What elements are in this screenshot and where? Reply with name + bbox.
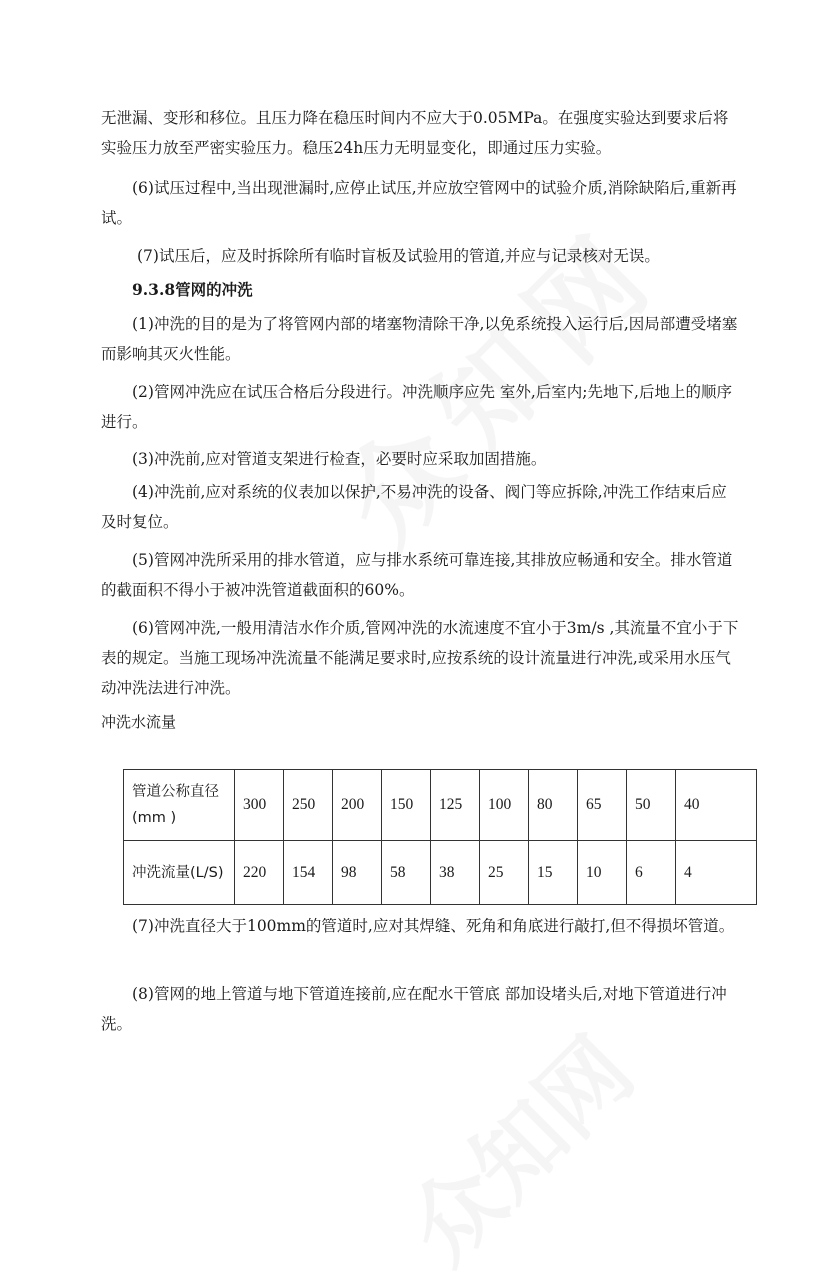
table-cell: 100 [480, 770, 529, 841]
paragraph-item-6-leak: (6)试压过程中,当出现泄漏时,应停止试压,并应放空管网中的试验介质,消除缺陷后,重新再试。 [101, 179, 737, 227]
paragraph-flush-1: (1)冲洗的目的是为了将管网内部的堵塞物清除干净,以免系统投入运行后,因局部遭受堵塞而影响其灭火性能。 [101, 315, 738, 363]
table-cell: 220 [235, 841, 284, 905]
table-cell: 50 [627, 770, 676, 841]
paragraph-flush-8: (8)管网的地上管道与地下管道连接前,应在配水干管底 部加设堵头后,对地下管道进行冲洗。 [101, 985, 727, 1033]
table-header-diameter: 管道公称直径(mm ) [124, 770, 235, 841]
table-cell: 98 [333, 841, 382, 905]
table-cell: 125 [431, 770, 480, 841]
table-cell: 250 [284, 770, 333, 841]
table-cell: 154 [284, 841, 333, 905]
watermark-bottom [374, 1004, 657, 1286]
table-cell: 80 [529, 770, 578, 841]
paragraph-flush-6: (6)管网冲洗,一般用清洁水作介质,管网冲洗的水流速度不宜小于3m/s ,其流量不宜小于下表的规定。当施工现场冲洗流量不能满足要求时,应按系统的设计流量进行冲洗,或采用水压气动冲洗法进行冲洗。 [101, 619, 739, 697]
table-cell: 10 [578, 841, 627, 905]
table-cell: 38 [431, 841, 480, 905]
paragraph-flush-3: (3)冲洗前,应对管道支架进行检查，必要时应采取加固措施。 [132, 450, 547, 468]
paragraph-pressure-test-end: 无泄漏、变形和移位。且压力降在稳压时间内不应大于0.05MPa。在强度实验达到要求后将实验压力放至严密实验压力。稳压24h压力无明显变化，即通过压力实验。 [101, 109, 729, 157]
table-cell: 300 [235, 770, 284, 841]
table-cell: 58 [382, 841, 431, 905]
table-cell: 25 [480, 841, 529, 905]
table-cell: 200 [333, 770, 382, 841]
flush-flow-table [123, 769, 757, 905]
paragraph-flush-5: (5)管网冲洗所采用的排水管道，应与排水系统可靠连接,其排放应畅通和安全。排水管道的截面积不得小于被冲洗管道截面积的60%。 [101, 551, 733, 599]
table-cell: 4 [676, 841, 757, 905]
paragraph-flush-4: (4)冲洗前,应对系统的仪表加以保护,不易冲洗的设备、阀门等应拆除,冲洗工作结束后应及时复位。 [101, 483, 727, 531]
table-header-flow: 冲洗流量(L/S) [124, 841, 235, 905]
table-row [124, 841, 757, 905]
section-heading-flushing: 9.3.8管网的冲洗 [132, 280, 253, 299]
table-cell: 65 [578, 770, 627, 841]
table-caption: 冲洗水流量 [101, 713, 177, 731]
table-cell: 40 [676, 770, 757, 841]
paragraph-flush-7: (7)冲洗直径大于100mm的管道时,应对其焊缝、死角和角底进行敲打,但不得损坏管道。 [132, 917, 735, 935]
table-cell: 150 [382, 770, 431, 841]
table-cell: 15 [529, 841, 578, 905]
table-cell: 6 [627, 841, 676, 905]
paragraph-item-7-remove: (7)试压后，应及时拆除所有临时盲板及试验用的管道,并应与记录核对无误。 [137, 247, 660, 265]
paragraph-flush-2: (2)管网冲洗应在试压合格后分段进行。冲洗顺序应先 室外,后室内;先地下,后地上的顺序进行。 [101, 383, 732, 431]
table-row [124, 770, 757, 841]
